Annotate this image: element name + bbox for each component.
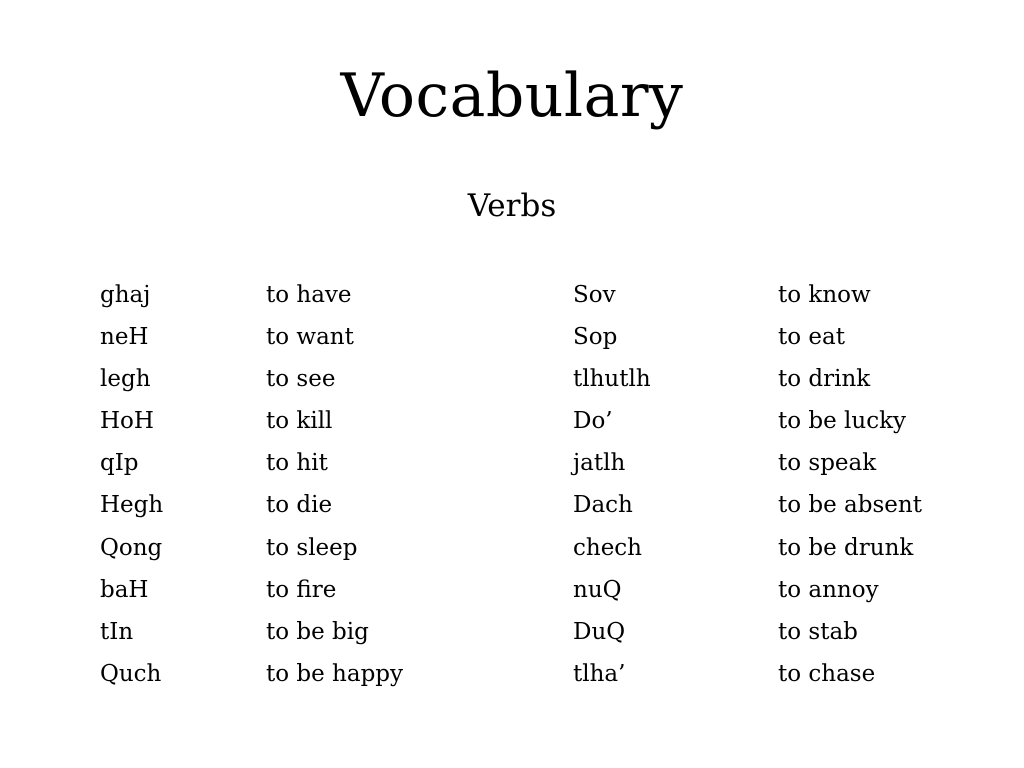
klingon-word: neH bbox=[100, 324, 149, 351]
english-meaning: to annoy bbox=[778, 576, 879, 603]
english-meaning: to stab bbox=[778, 618, 858, 645]
section-subtitle: Verbs bbox=[467, 188, 557, 224]
english-meaning: to be absent bbox=[778, 492, 922, 519]
english-meaning: to die bbox=[266, 492, 333, 519]
english-meaning: to be happy bbox=[266, 660, 404, 687]
english-meaning: to see bbox=[266, 366, 336, 393]
english-meaning: to eat bbox=[778, 324, 845, 351]
klingon-word: tlhutlh bbox=[573, 366, 651, 393]
vocab-row bbox=[0, 274, 1024, 316]
klingon-word: DuQ bbox=[573, 618, 626, 645]
klingon-word: jatlh bbox=[573, 450, 626, 477]
klingon-word: baH bbox=[100, 576, 149, 603]
english-meaning: to hit bbox=[266, 450, 328, 477]
english-meaning: to have bbox=[266, 282, 352, 308]
english-meaning: to be big bbox=[266, 618, 369, 645]
klingon-word: ghaj bbox=[100, 282, 151, 308]
english-meaning: to sleep bbox=[266, 534, 358, 561]
vocab-row bbox=[0, 611, 1024, 653]
klingon-word: Qong bbox=[100, 534, 163, 561]
vocab-row bbox=[0, 400, 1024, 442]
klingon-word: nuQ bbox=[573, 576, 622, 603]
klingon-word: Quch bbox=[100, 660, 162, 687]
vocabulary-table bbox=[0, 274, 1024, 695]
klingon-word: Sop bbox=[573, 324, 618, 351]
klingon-word: chech bbox=[573, 534, 642, 561]
english-meaning: to chase bbox=[778, 660, 876, 687]
klingon-word: HoH bbox=[100, 408, 154, 435]
klingon-word: Dach bbox=[573, 492, 633, 519]
english-meaning: to drink bbox=[778, 366, 871, 393]
english-meaning: to know bbox=[778, 282, 871, 308]
vocab-row bbox=[0, 316, 1024, 358]
klingon-word: tlha’ bbox=[573, 660, 626, 687]
klingon-word: Do’ bbox=[573, 408, 613, 435]
english-meaning: to want bbox=[266, 324, 354, 351]
vocab-row bbox=[0, 484, 1024, 526]
vocab-row bbox=[0, 569, 1024, 611]
english-meaning: to be lucky bbox=[778, 408, 907, 435]
vocab-row bbox=[0, 653, 1024, 695]
page-title: Vocabulary bbox=[340, 61, 684, 131]
klingon-word: qIp bbox=[100, 450, 139, 477]
klingon-word: tIn bbox=[100, 618, 134, 645]
vocab-row bbox=[0, 527, 1024, 569]
vocab-row bbox=[0, 442, 1024, 484]
english-meaning: to kill bbox=[266, 408, 333, 435]
vocab-row bbox=[0, 358, 1024, 400]
klingon-word: Hegh bbox=[100, 492, 164, 519]
english-meaning: to be drunk bbox=[778, 534, 914, 561]
english-meaning: to speak bbox=[778, 450, 877, 477]
english-meaning: to fire bbox=[266, 576, 337, 603]
klingon-word: legh bbox=[100, 366, 151, 393]
klingon-word: Sov bbox=[573, 282, 616, 308]
